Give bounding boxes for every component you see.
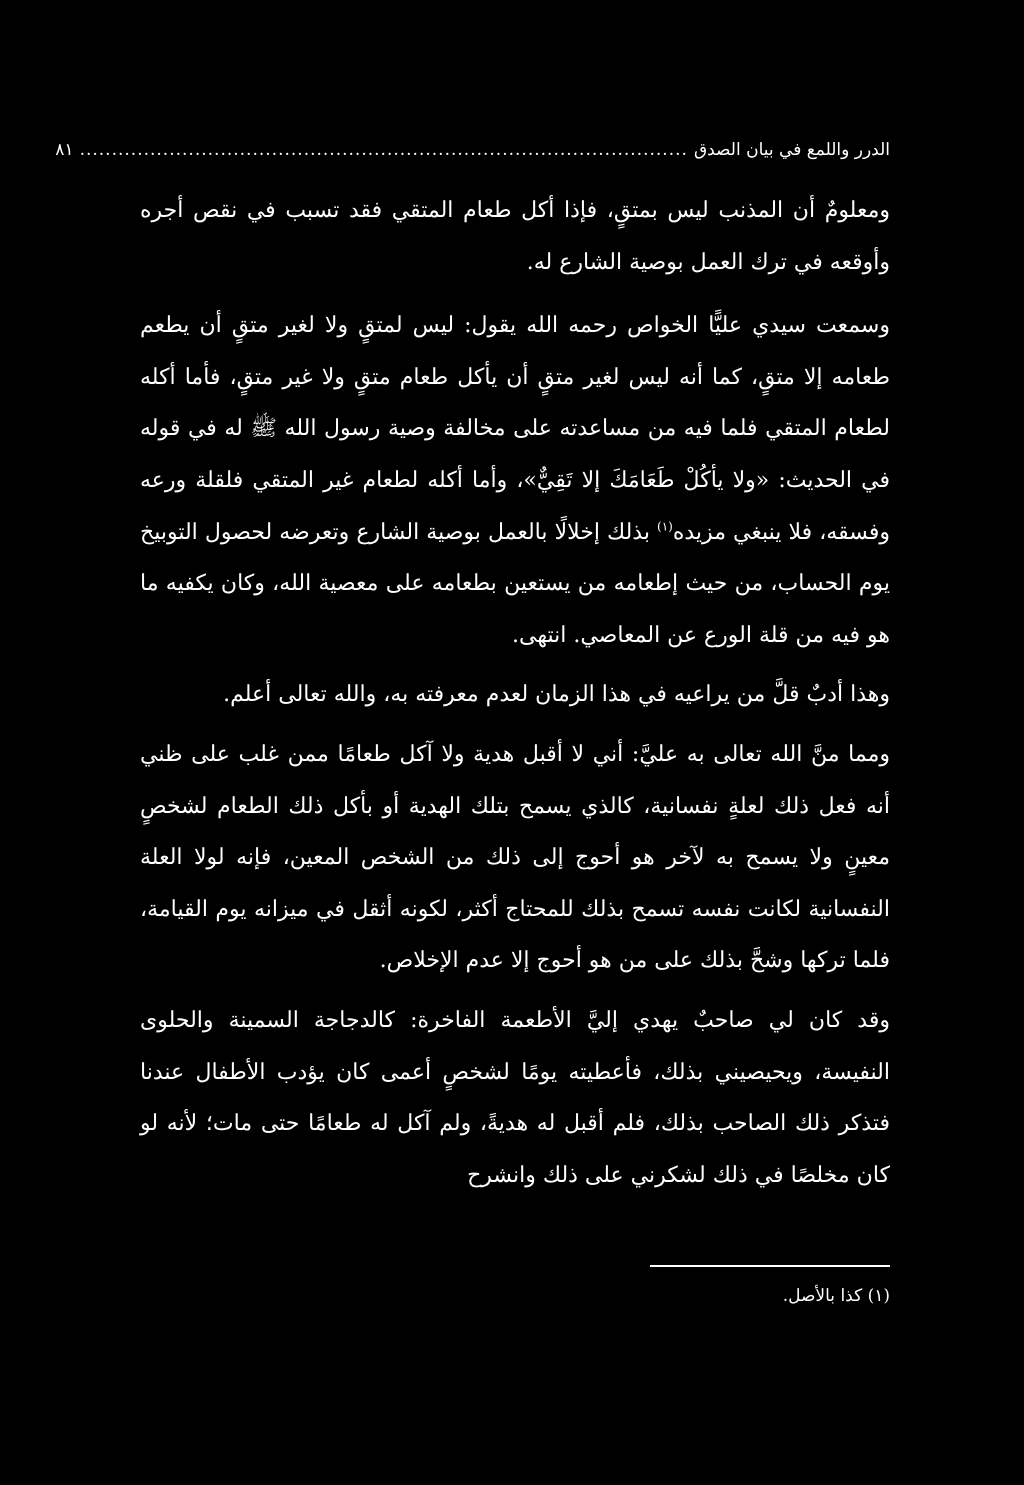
- paragraph-1-text: ومعلومٌ أن المذنب ليس بمتقٍ، فإذا أكل طعام المتقي فقد تسبب في نقص أجره وأوقعه في ترك العمل بوصية الشارع له.: [140, 198, 890, 275]
- paragraph-4: [140, 729, 890, 987]
- paragraph-3-text: وهذا أدبٌ قلَّ من يراعيه في هذا الزمان لعدم معرفته به، والله تعالى أعلم.: [223, 682, 890, 708]
- paragraph-5: [140, 995, 890, 1201]
- footnote: [640, 1282, 890, 1310]
- paragraph-3: [140, 669, 890, 721]
- paragraph-2: [140, 300, 890, 661]
- paragraph-5-text: وقد كان لي صاحبٌ يهدي إليَّ الأطعمة الفاخرة: كالدجاجة السمينة والحلوى النفيسة، ويحيصيني بذلك، فأعطيته يومًا لشخصٍ أعمى كان يؤدب الأطفال عندنا فتذكر ذلك الصاحب بذلك، فلم أقبل له هديةً، ولم آكل له طعامًا حتى مات؛ لأنه لو كان مخلصًا في ذلك لشكرني على ذلك وانشرح: [140, 1007, 890, 1188]
- page-number: ٨١: [55, 140, 74, 160]
- header-leader-dots: ...............................................................................................: [79, 140, 688, 160]
- paragraph-4-text: ومما منَّ الله تعالى به عليَّ: أني لا أقبل هدية ولا آكل طعامًا ممن غلب على ظني أنه فعل ذلك لعلةٍ نفسانية، كالذي يسمح بتلك الهدية أو بأكل ذلك الطعام لشخصٍ معينٍ ولا يسمح به لآخر هو أحوج إلى ذلك من الشخص المعين، فإنه لولا العلة النفسانية لكانت نفسه تسمح بذلك للمحتاج أكثر، لكونه أثقل في ميزانه يوم القيامة، فلما تركها وشحَّ بذلك على من هو أحوج إلا عدم الإخلاص.: [140, 741, 890, 974]
- footnote-text: (١) كذا بالأصل.: [782, 1286, 890, 1306]
- page-body: [55, 130, 890, 1201]
- footnote-divider: [650, 1265, 890, 1267]
- paragraph-1: [140, 185, 890, 288]
- paragraph-2-text: وسمعت سيدي عليًّا الخواص رحمه الله يقول: ليس لمتقٍ ولا لغير متقٍ أن يطعم طعامه إلا متقٍ، كما أنه ليس لغير متقٍ أن يأكل طعام متقٍ ولا غير متقٍ، فأما أكله لطعام المتقي فلما فيه من مساعدته على مخالفة وصية رسول الله ﷺ له في قوله في الحديث: «ولا يأكُلْ طَعَامَكَ إلا تَقِيٌّ»، وأما أكله لطعام غير المتقي فلقلة ورعه وفسقه، فلا ينبغي مزيده: [140, 313, 890, 545]
- header-title: الدرر واللمع في بيان الصدق: [693, 140, 890, 160]
- paragraph-2-continuation: بذلك إخلالًا بالعمل بوصية الشارع وتعرضه لحصول التوبيخ يوم الحساب، من حيث إطعامه من يستعين بطعامه على معصية الله، وكان يكفيه ما هو فيه من قلة الورع عن المعاصي. انتهى.: [140, 519, 890, 648]
- running-header: [55, 130, 890, 170]
- footnote-reference: (١): [657, 519, 673, 534]
